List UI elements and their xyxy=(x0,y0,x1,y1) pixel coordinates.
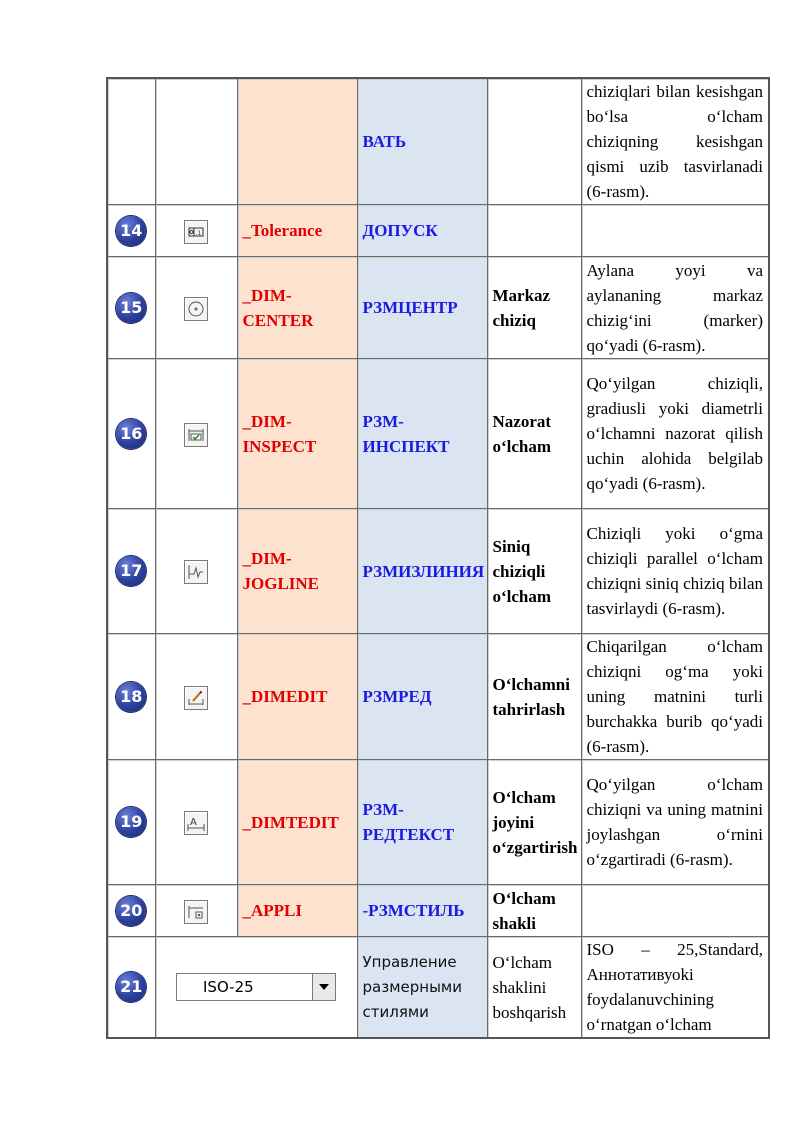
table-row xyxy=(107,78,769,205)
english-command-cell: _Tolerance xyxy=(237,205,357,257)
dimension-style-select[interactable] xyxy=(176,973,336,1001)
uzbek-name-cell: Markaz chiziq xyxy=(487,257,581,359)
table-row xyxy=(107,359,769,509)
command-table xyxy=(106,77,770,1039)
icon-cell xyxy=(155,78,237,205)
description-cell: Aylana yoyi va aylananing markaz chizig‘ini (marker) qo‘yadi (6-rasm). xyxy=(581,257,769,359)
uzbek-name-cell: Siniq chiziqli o‘lcham xyxy=(487,509,581,634)
description-cell xyxy=(581,205,769,257)
svg-text:A: A xyxy=(190,817,197,829)
dimstyle-apply-icon[interactable] xyxy=(184,900,208,924)
uzbek-name-cell xyxy=(487,205,581,257)
table-row xyxy=(107,760,769,885)
description-cell: Qo‘yilgan chiziqli, gradiusli yoki diametrli o‘lchamni nazorat qilish uchin alohida belgilab qo‘yadi (6-rasm). xyxy=(581,359,769,509)
row-number-cell xyxy=(107,78,155,205)
uzbek-name-cell: O‘lchamni tahrirlash xyxy=(487,634,581,760)
english-command-cell: _APPLI xyxy=(237,885,357,937)
row-number-badge: 16 xyxy=(116,419,146,449)
english-command-cell: _DIMTEDIT xyxy=(237,760,357,885)
table-row xyxy=(107,634,769,760)
tolerance-icon[interactable] xyxy=(184,220,208,244)
description-cell xyxy=(581,885,769,937)
russian-command-cell: РЗМЦЕНТР xyxy=(357,257,487,359)
dimension-style-value: ISO-25 xyxy=(203,978,254,997)
russian-command-cell: ВАТЬ xyxy=(357,78,487,205)
english-command-cell: _DIMEDIT xyxy=(237,634,357,760)
russian-command-cell: РЗМИЗЛИНИЯ xyxy=(357,509,487,634)
russian-command-cell: РЗМ-РЕДТЕКСТ xyxy=(357,760,487,885)
dim-inspect-icon[interactable] xyxy=(184,423,208,447)
table-row xyxy=(107,257,769,359)
chevron-down-icon[interactable] xyxy=(312,974,335,1000)
english-command-cell: _DIM-JOGLINE xyxy=(237,509,357,634)
english-command-cell xyxy=(237,78,357,205)
uzbek-name-cell: O‘lcham joyini o‘zgartirish xyxy=(487,760,581,885)
description-cell: chiziqlari bilan kesishgan bo‘lsa o‘lcham chiziqning kesishgan qismi uzib tasvirlanadi (6-rasm). xyxy=(581,78,769,205)
english-command-cell: _DIM-INSPECT xyxy=(237,359,357,509)
dim-center-icon[interactable] xyxy=(184,297,208,321)
russian-command-cell: РЗМ-ИНСПЕКТ xyxy=(357,359,487,509)
uzbek-name-cell: O‘lcham shakli xyxy=(487,885,581,937)
row-number-badge: 18 xyxy=(116,682,146,712)
table-row xyxy=(107,937,769,1039)
description-cell: Chiziqli yoki o‘gma chiziqli parallel o‘lcham chiziqni siniq chiziq bilan tasvirlaydi (6-rasm). xyxy=(581,509,769,634)
row-number-badge: 19 xyxy=(116,807,146,837)
uzbek-name-cell: Nazorat o‘lcham xyxy=(487,359,581,509)
uzbek-name-cell xyxy=(487,78,581,205)
table-row xyxy=(107,509,769,634)
table-row xyxy=(107,885,769,937)
row-number-badge: 21 xyxy=(116,972,146,1002)
description-cell: Chiqarilgan o‘lcham chiziqni og‘ma yoki uning matnini turli burchakka burib qo‘yadi (6-rasm). xyxy=(581,634,769,760)
english-command-cell: _DIM-CENTER xyxy=(237,257,357,359)
uzbek-name-cell: O‘lcham shaklini boshqarish xyxy=(487,937,581,1039)
row-number-badge: 20 xyxy=(116,896,146,926)
dim-jogline-icon[interactable] xyxy=(184,560,208,584)
row-number-badge: 17 xyxy=(116,556,146,586)
table-row xyxy=(107,205,769,257)
description-cell: ISO – 25,Standard, Аннотативуоki foydalanuvchining o‘rnatgan o‘lcham xyxy=(581,937,769,1039)
row-number-badge: 14 xyxy=(116,216,146,246)
russian-command-cell: РЗМРЕД xyxy=(357,634,487,760)
russian-command-cell: Управление размерными стилями xyxy=(357,937,487,1039)
row-number-badge: 15 xyxy=(116,293,146,323)
russian-command-cell: ДОПУСК xyxy=(357,205,487,257)
dimedit-icon[interactable] xyxy=(184,686,208,710)
dimtedit-icon[interactable] xyxy=(184,811,208,835)
description-cell: Qo‘yilgan o‘lcham chiziqni va uning matnini joylashgan o‘rnini o‘zgartiradi (6-rasm). xyxy=(581,760,769,885)
svg-text:.1: .1 xyxy=(195,229,202,237)
russian-command-cell: -РЗМСТИЛЬ xyxy=(357,885,487,937)
